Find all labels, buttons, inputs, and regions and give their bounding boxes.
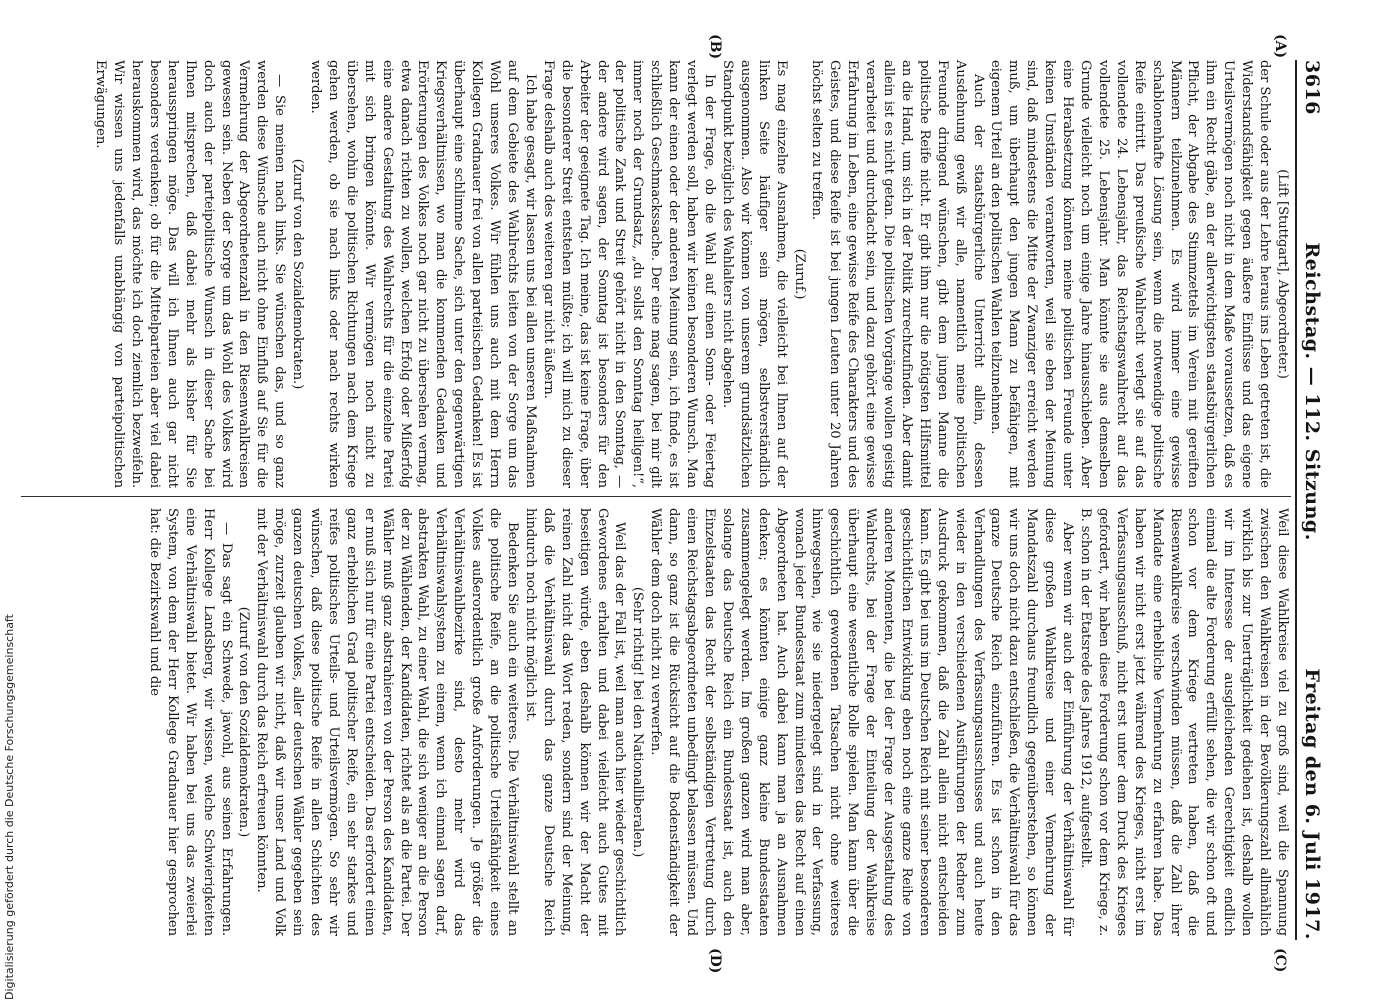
credit-text: Digitalisierung gefördert durch die Deutsche Forschungsgemeinschaft bbox=[3, 614, 16, 1000]
margin-marker-b: (B) bbox=[707, 34, 723, 60]
speaker-line: (Lift [Stuttgart], Abgeordneter.) bbox=[1275, 169, 1290, 379]
right-text-column bbox=[145, 508, 1291, 936]
session-date: Freitag den 6. Juli 1917. bbox=[1301, 668, 1323, 940]
digitization-credit bbox=[0, 0, 16, 1000]
paragraph: Es mag einzelne Ausnahmen, die vielleicht bei Ihnen auf der linken Seite häufiger sein mögen, selbstverständlich ausgenommen. Also wir können von unserem grundsätzlichen Standpunkt bezüglich des Wahlalters nicht abgehen. bbox=[719, 60, 789, 488]
interjection: (Zuruf.) bbox=[791, 248, 807, 300]
interjection: (Zuruf von den Sozialdemokraten.) bbox=[236, 606, 252, 838]
page-number: 3616 bbox=[1301, 60, 1323, 115]
paragraph: Weil diese Wahlkreise viel zu groß sind, weil die Spannung zwischen den Wahlkreisen in der Bevölkerungszahl allmählich wirklich bis zur Unerträglichkeit gediehen ist, deshalb wollen wir im Interesse der ausgleichenden Gerechtigkeit endlich einmal die alte Forderung erfüllt sehen, die wir schon oft und schon vor dem Kriege vertreten haben, daß die Riesenwahlkreise verschwinden müssen, daß die Zahl ihrer Mandate eine erhebliche Vermehrung zu erfahren habe. Das haben wir nicht erst jetzt während des Krieges, nicht erst im Verfassungsausschuß, nicht erst unter dem Druck des Krieges gefordert, wir haben diese Forderung schon vor dem Kriege, z. B. schon in der Etatsrede des Jahres 1912, aufgestellt. bbox=[1078, 508, 1290, 936]
paragraph: Bedenken Sie auch ein weiteres. Die Verhältniswahl stellt an die politische Reife, an die politische Urteilsfähigkeit eines Volkes außerordentlich große Anforderungen. Je größer die Verhältniswahlbezirke sind, desto mehr wird das Verhältniswahlsystem zu einem, wenn ich einmal sagen darf, abstrakten Wahl, zu einer Wahl, die sich weniger an die Person der zu Wählenden, der Kandidaten, richtet als an die Partei. Der Wähler muß ganz abstrahieren von der Person des Kandidaten, er muß sich nur für eine Partei entscheiden. Das erfordert einen ganz erheblichen Grad politischer Reife, ein sehr starkes und reifes politisches Urteils- und Urteilsvermögen. So sehr wir wünschen, daß diese politische Reife in allen Schichten des ganzen deutschen Volkes, aller deutschen Wähler gegeben sein möge, zurzeit glauben wir nicht, daß wir unser Land und Volk mit der Verhältniswahl durch das Reich erfreuen könnten. bbox=[254, 508, 521, 936]
paragraph: — Das sagt ein Schwede, jawohl, aus seinen Erfahrungen. Herr Kollege Landsberg, wir wissen, welche Schwierigkeiten eine Verhältniswahl bietet. Wir haben bei uns das zweierlei System, von dem der Herr Kollege Gradnauer hier gesprochen hat: die Bezirkswahl und die bbox=[146, 508, 234, 936]
paragraph: Auch der staatsbürgerliche Unterricht allein, dessen Ausdehnung gewiß wir alle, namentlich meine politischen Freunde dringend wünschen, gibt dem jungen Manne die politische Reife nicht. Er gibt ihm nur die nötigsten Hilfsmittel an die Hand, um sich in der Politik zurechtzufinden. Aber damit allein ist es nicht getan. Die politischen Vorgänge wollen geistig verarbeitet und durchdacht sein, und dazu gehört eine gewisse Erfahrung im Leben, eine gewisse Reife des Charakters und des Geistes, und diese Reife ist bei jungen Leuten unter 20 Jahren höchst selten zu treffen. bbox=[809, 60, 986, 488]
paragraph: — Sie meinen nach links. Sie wünschen das, und so ganz werden diese Wünsche auch nicht ohne Einfluß auf Sie für die Vermehrung der Abgeordnetenzahl in den Riesenwahlkreisen gewesen sein. Neben der Sorge um das Wohl des Volkes wird doch auch der parteipolitische Wunsch in dieser Sache bei Ihnen mitsprechen, daß dabei mehr als bisher für Sie herausspringen möge. Das will ich Ihnen auch gar nicht besonders verdenken; ob für die Mittelparteien aber viel dabei herauskommen wird, das möchte ich doch ziemlich bezweifeln. Wir wissen uns jedenfalls unabhängig von parteipolitischen Erwägungen. bbox=[93, 60, 288, 488]
margin-marker-d: (D) bbox=[707, 948, 723, 974]
session-title: Reichstag. — 112. Sitzung. bbox=[1301, 242, 1323, 541]
paragraph: der Schule oder aus der Lehre heraus ins Leben getreten ist, die Widerstandsfähigkeit gegen äußere Einflüsse und das eigene Urteilsvermögen noch nicht in dem Maße voraussetzen, daß es ihm ein Recht gäbe, an der allerwichtigsten staatsbürgerlichen Pflicht, der Abgabe des Stimmzettels im Verein mit gereiften Männern teilzunehmen. Es wird immer eine gewisse schablonenhafte Lösung sein, wenn die notwendige politische Reife eintritt. Das preußische Wahlrecht verlegt sie auf das vollendete 24. Lebensjahr, das Reichstagswahlrecht auf das vollendete 25. Lebensjahr. Man könnte sie aus demselben Grunde vielleicht noch um einige Jahre hinausschieben. Aber eine Herabsetzung könnten meine politischen Freunde unter keinen Umständen verantworten, weil sie eben der Meinung sind, daß mindestens die Mitte der Zwanziger erreicht werden muß, um überhaupt den jungen Mann zu befähigen, mit eigenem Urteil an den politischen Wahlen teilzunehmen. bbox=[988, 60, 1273, 488]
margin-marker-c: (C) bbox=[1272, 948, 1288, 973]
column-divider bbox=[21, 496, 1291, 497]
paragraph: Ich habe gesagt, wir lassen uns bei allen unseren Maßnahmen auf dem Gebiete des Wahlrechts leiten von der Sorge um das Wohl unseres Volkes. Wir fühlen uns auch mit dem Herrn Kollegen Gradnauer frei von allen parteiischen Gedanken! Es ist überhaupt eine schlimme Sache, sich unter den gegenwärtigen Kriegsverhältnissen, wo man die kommenden Gedanken und Erörterungen des Volkes noch gar nicht zu übersehen vermag, etwa danach richten zu wollen, welchen Erfolg oder Mißerfolg eine andere Gestaltung des Wahlrechts für die einzelne Partei mit sich bringen könnte. Wir vermögen noch nicht zu übersehen, wohin die politischen Richtungen nach dem Kriege gehen werden, ob sie nach links oder nach rechts wirken werden. bbox=[308, 60, 538, 488]
interjection: (Sehr richtig! bei den Nationalliberalen.) bbox=[630, 586, 646, 858]
paragraph: Weil das der Fall ist, weil man auch hier wieder geschichtlich Gewordenes erhalten und dabei vielleicht auch Gutes mit beseitigen würde, eben deshalb können wir der Macht der reinen Zahl nicht das Wort reden, sondern sind der Meinung, daß die Verhältniswahl durch das ganze Deutsche Reich hindurch noch nicht möglich ist. bbox=[522, 508, 628, 936]
left-text-column bbox=[91, 60, 1291, 488]
margin-marker-a: (A) bbox=[1272, 34, 1288, 59]
page-header bbox=[1295, 60, 1331, 940]
interjection: (Zuruf von den Sozialdemokraten.) bbox=[290, 158, 306, 390]
paragraph: In der Frage, ob die Wahl auf einen Sonn- oder Feiertag verlegt werden soll, haben wir keinen besonderen Wunsch. Man kann der einen oder der anderen Meinung sein, ich finde, es ist schließlich Geschmackssache. Der eine mag sagen, bei mir gilt immer noch der Grundsatz, „du sollst den Sonntag heiligen!“, der politische Zank und Streit gehört nicht in den Sonntag, — der andere wird sagen, der Sonntag ist besonders für den Arbeiter der geeignete Tag. Ich meine, das ist keine Frage, über die besonderer Streit entstehen müßte; ich will mich zu dieser Frage deshalb auch des weiteren gar nicht äußern. bbox=[540, 60, 717, 488]
paragraph: Aber wenn wir auch der Einführung der Verhältniswahl für diese großen Wahlkreise und einer Vermehrung der Mandatszahl durchaus freundlich gegenüberstehen, so können wir uns doch nicht dazu entschließen, die Verhältniswahl für das ganze Deutsche Reich einzuführen. Es ist schon in den Verhandlungen des Verfassungsausschusses und auch heute wieder in den verschiedenen Ausführungen der Redner zum Ausdruck gekommen, daß die Zahl allein nicht entscheiden kann. Es gibt bei uns im Deutschen Reich mit seiner besonderen geschichtlichen Entwicklung eben noch eine ganze Reihe von anderen Momenten, die bei der Frage der Ausgestaltung des Wahlrechts, bei der Frage der Einteilung der Wahlkreise überhaupt eine wesentliche Rolle spielen. Man kann über die geschichtlich gewordenen Tatsachen nicht ohne weiteres hinwegsehen, wie sie niedergelegt sind in der Verfassung, wonach jeder Bundesstaat zum mindesten das Recht auf einen Abgeordneten hat. Auch dabei kann man ja an Ausnahmen denken; es könnten einige ganz kleine Bundesstaaten zusammengelegt werden. Im großen ganzen wird man aber, solange das Deutsche Reich ein Bundesstaat ist, auch den Einzelstaaten das Recht der selbständigen Vertretung durch einen Reichstagsabgeordneten unbedingt belassen müssen. Und dann, so ganz ist die Rücksicht auf die Bodenständigkeit der Wähler dem doch nicht zu verwerfen. bbox=[648, 508, 1076, 936]
